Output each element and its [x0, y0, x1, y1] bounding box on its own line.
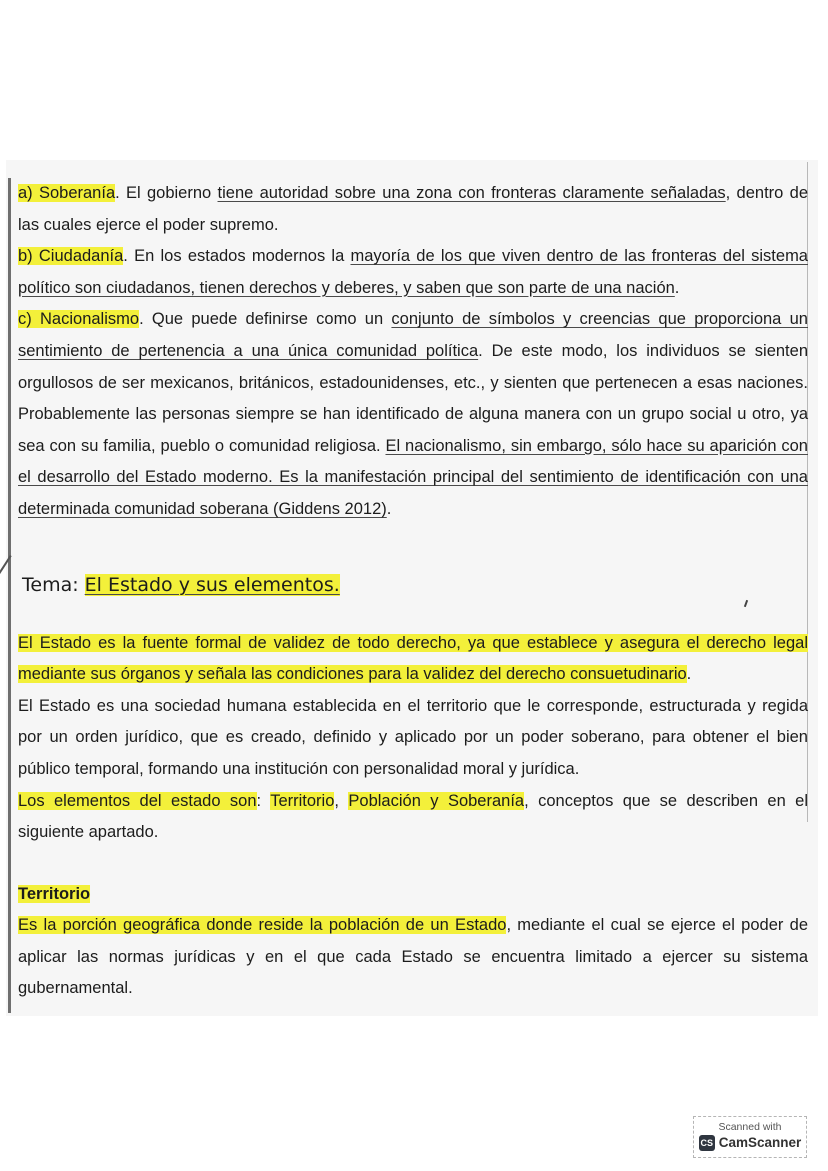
- text-fragment: .: [386, 499, 392, 518]
- element-soberania: Soberanía: [447, 791, 525, 810]
- heading-title: El Estado y sus elementos.: [84, 573, 340, 596]
- paragraph-estado: [18, 628, 808, 691]
- underlined-text: conjunto de símbolos y creencias que proporciona un sentimiento de pertenencia a una única comunidad política: [18, 310, 808, 360]
- text-fragment: . De este modo, los individuos se sienten orgullosos de ser mexicanos, británicos, estadounidenses, etc., y sienten que pertenecen a esas naciones. Probablemente las personas siempre se han identificado de alguna manera con un grupo social u otro, ya sea con su familia, pueblo o comunidad religiosa.: [18, 341, 808, 455]
- text-fragment: . En los estados modernos la: [123, 247, 351, 266]
- camscanner-logo-icon: CS: [699, 1135, 715, 1151]
- paragraph-territorio: [18, 910, 808, 1005]
- label-soberania: a) Soberanía: [18, 184, 116, 202]
- text-fragment: , mediante el cual se ejerce el poder de aplicar las normas jurídicas y en el que cada Estado se encuentra limitado a ejercer su sistema gubernamental.: [18, 916, 808, 998]
- scanned-with-label: Scanned with: [718, 1121, 782, 1133]
- underlined-text: tiene autoridad sobre una zona con fronteras claramente señaladas: [217, 184, 726, 202]
- paragraph-elementos: [18, 786, 808, 849]
- text-fragment: ,: [334, 791, 349, 810]
- watermark-brand: [694, 1134, 806, 1152]
- text-fragment: :: [256, 791, 271, 810]
- underlined-text: mayoría de los que viven dentro de las fronteras del sistema político son ciudadanos, tienen derechos y deberes, y saben que son parte de una nación: [18, 247, 808, 297]
- text-fragment: .: [674, 278, 680, 297]
- element-territorio: Territorio: [270, 791, 335, 810]
- text-fragment: .: [686, 665, 692, 684]
- text-fragment: , conceptos que se describen en el siguiente apartado.: [18, 791, 809, 842]
- heading-prefix: Tema:: [22, 573, 85, 596]
- topic-heading: [22, 570, 808, 600]
- paragraph-nacionalismo: [18, 304, 808, 525]
- text-fragment: . El gobierno: [115, 184, 218, 202]
- paragraph-definicion: El Estado es una sociedad humana establecida en el territorio que le corresponde, estructurada y regida por un orden jurídico, que es creado, definido y aplicado por un poder soberano, para obtener el bien público temporal, formando una institución con personalidad moral y jurídica.: [18, 696, 808, 778]
- underlined-text: El nacionalismo, sin embargo, sólo hace su aparición con el desarrollo del Estado moderno. Es la manifestación principal del sentimiento de identificación con una determinada comunidad soberana (Giddens 2012): [18, 436, 808, 518]
- text-fragment: . Que puede definirse como un: [139, 310, 392, 329]
- label-nacionalismo: c) Nacionalismo: [18, 310, 140, 329]
- highlighted-text: Es la porción geográfica donde reside la población de un Estado: [18, 916, 507, 935]
- page-left-edge: [8, 178, 11, 1013]
- section-title-territorio: [18, 879, 808, 911]
- paragraph-ciudadania: [18, 241, 808, 304]
- camscanner-watermark: [693, 1116, 807, 1158]
- text-fragment: , dentro de las cuales ejerce el poder supremo.: [18, 184, 808, 234]
- highlighted-text: El Estado es la fuente formal de validez de todo derecho, ya que establece y asegura el derecho legal mediante sus órganos y señala las condiciones para la validez del derecho consuetudinario: [18, 633, 808, 684]
- text-fragment: y: [420, 791, 448, 810]
- element-poblacion: Población: [348, 791, 421, 810]
- brand-name: CamScanner: [718, 1135, 802, 1150]
- document-body: [18, 178, 808, 1005]
- label-ciudadania: b) Ciudadanía: [18, 247, 124, 266]
- paragraph-soberania: [18, 178, 808, 241]
- highlighted-text: Los elementos del estado son: [18, 791, 257, 810]
- section-title-text: Territorio: [18, 884, 91, 903]
